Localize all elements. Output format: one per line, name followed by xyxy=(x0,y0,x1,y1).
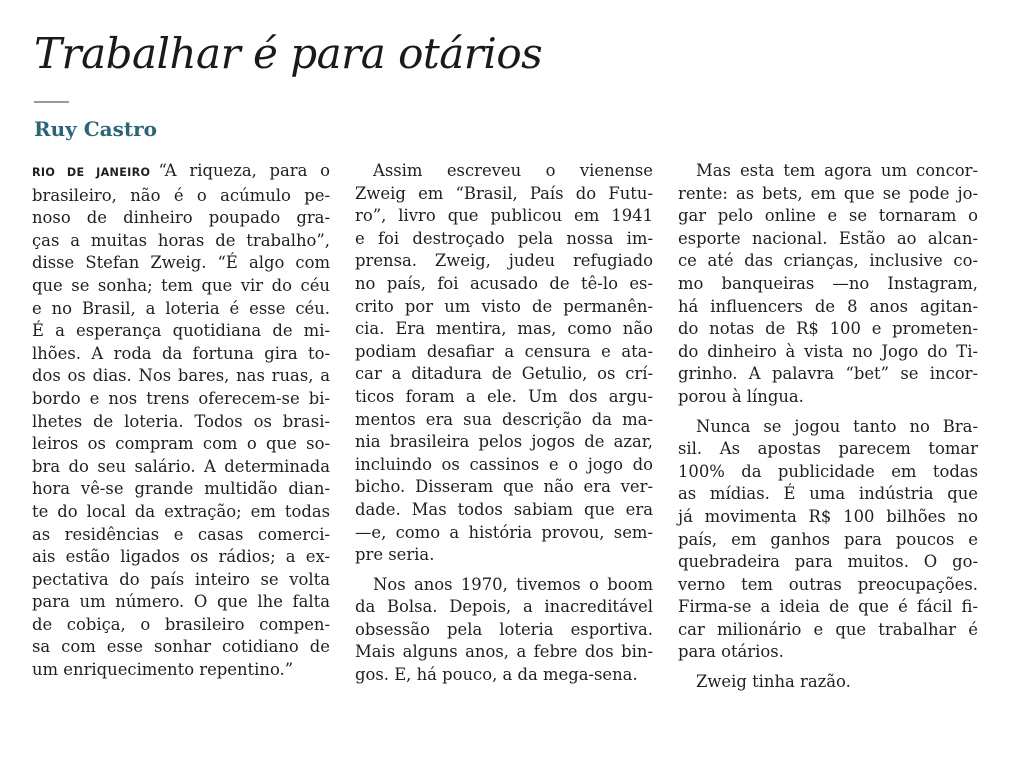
text-line: verno tem outras preocupações. xyxy=(678,574,978,594)
text-line: dos os dias. Nos bares, nas ruas, a xyxy=(32,366,330,386)
text-line: lhetes de loteria. Todos os brasi- xyxy=(32,411,330,431)
text-line: sa com esse sonhar cotidiano de xyxy=(32,637,330,657)
text-line: porou à língua. xyxy=(678,386,804,406)
text-line: pectativa do país inteiro se volta xyxy=(32,569,330,589)
text-line: há influencers de 8 anos agitan- xyxy=(678,296,978,316)
text-line: te do local da extração; em todas xyxy=(32,501,330,521)
text-line: ro”, livro que publicou em 1941 xyxy=(355,206,653,226)
text-line: bra do seu salário. A determinada xyxy=(32,456,330,476)
text-line: as mídias. É uma indústria que xyxy=(678,484,978,504)
text-line: gos. E, há pouco, a da mega-sena. xyxy=(355,665,638,685)
text-line: país, em ganhos para poucos e xyxy=(678,529,978,549)
text-line: ças a muitas horas de trabalho”, xyxy=(32,230,330,250)
text-line: pre seria. xyxy=(355,545,435,565)
text-line: as residências e casas comerci- xyxy=(32,524,330,544)
text-line: do notas de R$ 100 e prometen- xyxy=(678,319,978,339)
text-line xyxy=(32,160,330,185)
text-line: incluindo os cassinos e o jogo do xyxy=(355,454,653,474)
text-line: disse Stefan Zweig. “É algo com xyxy=(32,253,330,273)
text-line: hora vê-se grande multidão dian- xyxy=(32,479,330,499)
text-line: bordo e nos trens oferecem-se bi- xyxy=(32,388,330,408)
text-line: e foi destroçado pela nossa im- xyxy=(355,228,653,248)
text-line: podiam desafiar a censura e ata- xyxy=(355,341,653,361)
text-line: Assim escreveu o vienense xyxy=(373,161,653,180)
dateline: RIO DE JANEIRO xyxy=(32,166,151,179)
text-line: car a ditadura de Getulio, os crí- xyxy=(355,364,653,384)
title-divider xyxy=(34,101,69,103)
text-line: prensa. Zweig, judeu refugiado xyxy=(355,251,653,271)
text-line: Mas esta tem agora um concor- xyxy=(696,161,978,180)
text-line: já movimenta R$ 100 bilhões no xyxy=(678,506,978,526)
text-line: car milionário e que trabalhar é xyxy=(678,619,978,639)
text-line: da Bolsa. Depois, a inacreditável xyxy=(355,597,653,617)
text-line: Zweig em “Brasil, País do Futu- xyxy=(355,183,653,203)
text-line: Nunca se jogou tanto no Bra- xyxy=(696,416,978,436)
text-line: no país, foi acusado de tê-lo es- xyxy=(355,273,653,293)
text-line: 100% da publicidade em todas xyxy=(678,461,978,481)
article-title: Trabalhar é para otários xyxy=(34,29,543,78)
text-line: esporte nacional. Estão ao alcan- xyxy=(678,228,978,248)
text-line: cia. Era mentira, mas, como não xyxy=(355,319,653,339)
text-line: um enriquecimento repentino.” xyxy=(32,660,294,680)
text-line: grinho. A palavra “bet” se incor- xyxy=(678,364,978,384)
text-line: quebradeira para muitos. O go- xyxy=(678,552,978,572)
column-1 xyxy=(32,160,330,682)
text-line: gar pelo online e se tornaram o xyxy=(678,206,978,226)
text-line: Firma-se a ideia de que é fácil fi- xyxy=(678,597,978,617)
text-line: lhões. A roda da fortuna gira to- xyxy=(32,343,330,363)
text-line: que se sonha; tem que vir do céu xyxy=(32,275,330,295)
text-line: mentos era sua descrição da ma- xyxy=(355,409,653,429)
text-line: bicho. Disseram que não era ver- xyxy=(355,477,653,497)
text-line: Zweig tinha razão. xyxy=(696,672,851,692)
text-line: nia brasileira pelos jogos de azar, xyxy=(355,432,653,452)
text-line: obsessão pela loteria esportiva. xyxy=(355,619,653,639)
text-line: mo banqueiras —no Instagram, xyxy=(678,273,978,293)
text-line: de cobiça, o brasileiro compen- xyxy=(32,614,330,634)
text-line: É a esperança quotidiana de mi- xyxy=(32,321,330,341)
text-line: dade. Mas todos sabiam que era xyxy=(355,499,653,519)
text-line: ce até das crianças, inclusive co- xyxy=(678,251,978,271)
paragraph-gap xyxy=(678,409,978,416)
column-3 xyxy=(678,160,978,694)
text-line: sil. As apostas parecem tomar xyxy=(678,439,978,459)
column-2 xyxy=(355,160,653,687)
text-line: Mais alguns anos, a febre dos bin- xyxy=(355,642,653,662)
text-line: Nos anos 1970, tivemos o boom xyxy=(373,574,653,594)
paragraph-gap xyxy=(678,664,978,671)
text-line: leiros os compram com o que so- xyxy=(32,434,330,454)
text-line: crito por um visto de permanên- xyxy=(355,296,653,316)
text-line: para um número. O que lhe falta xyxy=(32,592,330,612)
text-line: noso de dinheiro poupado gra- xyxy=(32,208,330,228)
text-line: ticos foram a ele. Um dos argu- xyxy=(355,386,653,406)
text-line-content: “A riqueza, para o xyxy=(158,161,330,180)
text-line: para otários. xyxy=(678,642,784,662)
text-line: do dinheiro à vista no Jogo do Ti- xyxy=(678,341,978,361)
paragraph-gap xyxy=(355,567,653,574)
text-line: —e, como a história provou, sem- xyxy=(355,522,653,542)
author-byline: Ruy Castro xyxy=(34,117,157,141)
text-line: ais estão ligados os rádios; a ex- xyxy=(32,547,330,567)
text-line: e no Brasil, a loteria é esse céu. xyxy=(32,298,330,318)
text-line: rente: as bets, em que se pode jo- xyxy=(678,183,978,203)
text-line: brasileiro, não é o acúmulo pe- xyxy=(32,185,330,205)
